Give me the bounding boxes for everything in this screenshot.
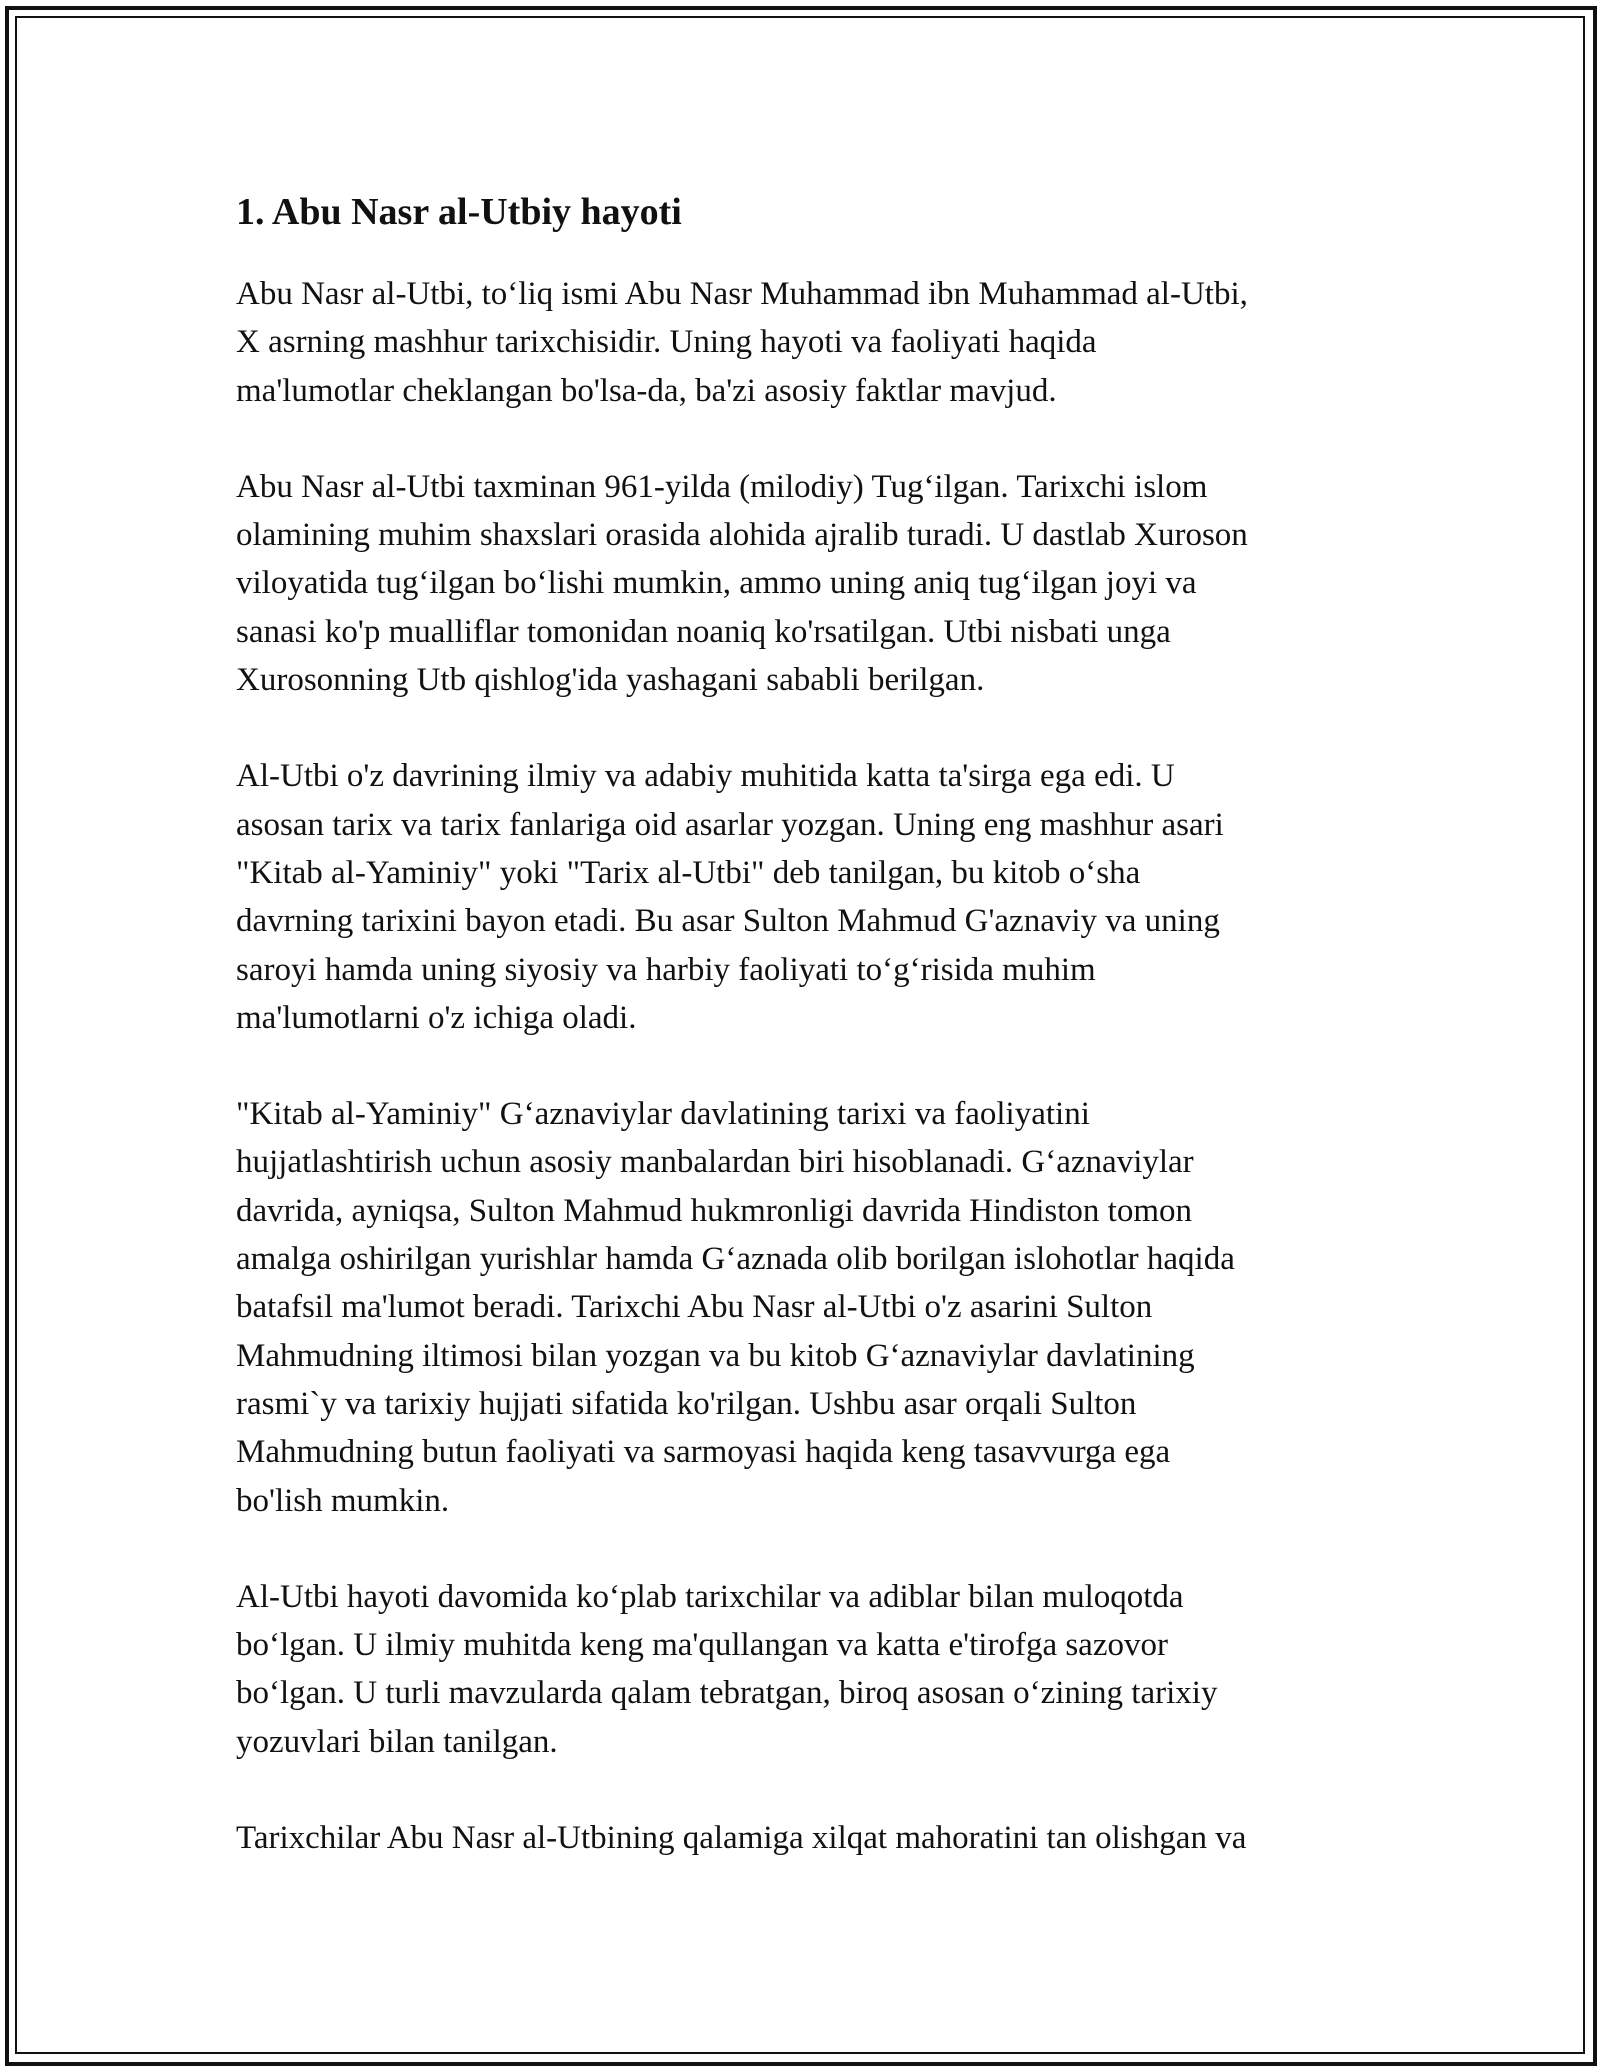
paragraph-kitab-al-yaminiy: [236, 1090, 1386, 1525]
text-line: Al-Utbi hayoti davomida ko‘plab tarixchilar va adiblar bilan muloqotda: [236, 1578, 1184, 1615]
text-line: Tarixchilar Abu Nasr al-Utbining qalamiga xilqat mahoratini tan olishgan va: [236, 1820, 1247, 1857]
text-line: sanasi ko'p mualliflar tomonidan noaniq ko'rsatilgan. Utbi nisbati unga: [236, 613, 1171, 650]
text-line: olamining muhim shaxslari orasida alohida ajralib turadi. U dastlab Xuroson: [236, 517, 1248, 554]
text-line: bo‘lgan. U ilmiy muhitda keng ma'qullangan va katta e'tirofga sazovor: [236, 1627, 1168, 1664]
text-line: X asrning mashhur tarixchisidir. Uning hayoti va faoliyati haqida: [236, 324, 1097, 361]
text-line: Abu Nasr al-Utbi taxminan 961-yilda (milodiy) Tug‘ilgan. Tarixchi islom: [236, 468, 1208, 505]
text-line: Mahmudning iltimosi bilan yozgan va bu kitob G‘aznaviylar davlatining: [236, 1337, 1195, 1374]
text-line: bo‘lgan. U turli mavzularda qalam tebratgan, biroq asosan o‘zining tarixiy: [236, 1675, 1218, 1712]
text-line: ma'lumotlarni o'z ichiga oladi.: [236, 999, 637, 1036]
text-line: viloyatida tug‘ilgan bo‘lishi mumkin, ammo uning aniq tug‘ilgan joyi va: [236, 565, 1197, 602]
text-line: "Kitab al-Yaminiy" G‘aznaviylar davlatining tarixi va faoliyatini: [236, 1096, 1090, 1133]
text-line: davrida, ayniqsa, Sulton Mahmud hukmronligi davrida Hindiston tomon: [236, 1192, 1192, 1229]
paragraph-works: [236, 752, 1386, 1042]
paragraph-legacy: [236, 1814, 1386, 1862]
text-line: rasmi`y va tarixiy hujjati sifatida ko'rilgan. Ushbu asar orqali Sulton: [236, 1385, 1137, 1422]
text-line: yozuvlari bilan tanilgan.: [236, 1723, 558, 1760]
text-line: asosan tarix va tarix fanlariga oid asarlar yozgan. Uning eng mashhur asari: [236, 806, 1224, 843]
paragraph-birth: [236, 463, 1386, 704]
section-heading: 1. Abu Nasr al-Utbiy hayoti: [236, 191, 682, 233]
text-line: davrning tarixini bayon etadi. Bu asar Sulton Mahmud G'aznaviy va uning: [236, 903, 1220, 940]
document-body: [236, 184, 1386, 1910]
text-line: bo'lish mumkin.: [236, 1482, 450, 1519]
text-line: amalga oshirilgan yurishlar hamda G‘aznada olib borilgan islohotlar haqida: [236, 1241, 1235, 1278]
text-line: Mahmudning butun faoliyati va sarmoyasi haqida keng tasavvurga ega: [236, 1434, 1171, 1471]
paragraph-intro: [236, 270, 1386, 415]
paragraph-reputation: [236, 1573, 1386, 1766]
text-line: hujjatlashtirish uchun asosiy manbalardan biri hisoblanadi. G‘aznaviylar: [236, 1144, 1194, 1181]
text-line: batafsil ma'lumot beradi. Tarixchi Abu Nasr al-Utbi o'z asarini Sulton: [236, 1289, 1153, 1326]
text-line: ma'lumotlar cheklangan bo'lsa-da, ba'zi asosiy faktlar mavjud.: [236, 372, 1057, 409]
text-line: Xurosonning Utb qishlog'ida yashagani sababli berilgan.: [236, 662, 985, 699]
text-line: "Kitab al-Yaminiy" yoki "Tarix al-Utbi" deb tanilgan, bu kitob o‘sha: [236, 854, 1141, 891]
text-line: Abu Nasr al-Utbi, to‘liq ismi Abu Nasr Muhammad ibn Muhammad al-Utbi,: [236, 276, 1248, 312]
text-line: Al-Utbi o'z davrining ilmiy va adabiy muhitida katta ta'sirga ega edi. U: [236, 758, 1175, 795]
text-line: saroyi hamda uning siyosiy va harbiy faoliyati to‘g‘risida muhim: [236, 951, 1096, 988]
